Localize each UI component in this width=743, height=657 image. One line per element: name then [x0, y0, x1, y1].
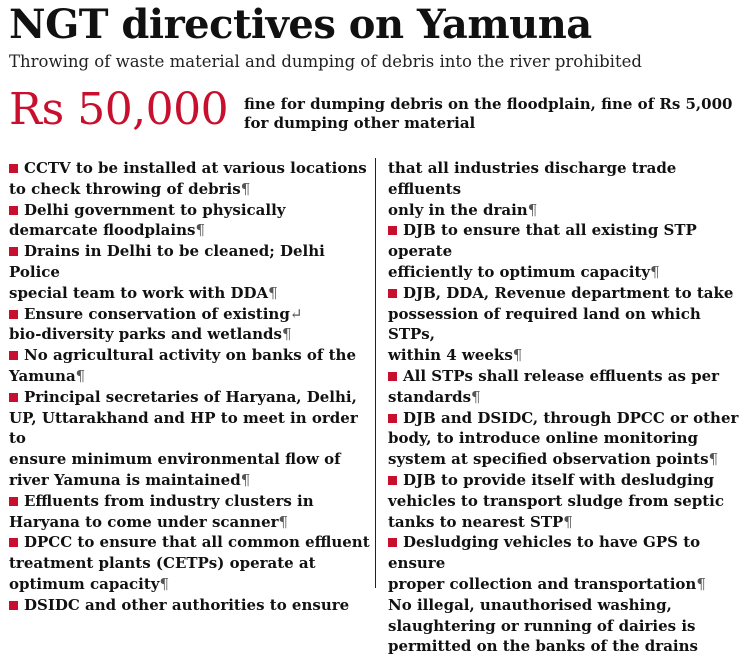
directive-text-line: efficiently to optimum capacity [388, 262, 651, 281]
page-subtitle: Throwing of waste material and dumping of debris into the river prohibited [9, 52, 642, 71]
directive-text-line: demarcate floodplains [9, 221, 196, 240]
pilcrow-icon: ¶ [240, 179, 251, 198]
red-bullet-icon [9, 393, 18, 402]
directive-text-line: Principal secretaries of Haryana, Delhi, [24, 387, 357, 406]
directive-text-line: special team to work with DDA [9, 283, 269, 302]
pilcrow-icon: ¶ [240, 470, 251, 489]
directive-text-line: Haryana to come under scanner [9, 512, 279, 531]
directive-text-line: Drains in Delhi to be cleaned; Delhi Police [9, 242, 325, 281]
fine-amount: Rs 50,000 [9, 84, 229, 135]
directive-text-line: UP, Uttarakhand and HP to meet in order to [9, 408, 358, 448]
directive-item [9, 304, 371, 346]
pilcrow-icon: ¶ [527, 200, 538, 219]
directive-item [9, 532, 371, 594]
directive-item [388, 408, 740, 470]
directive-text-line: slaughtering or running of dairies is [388, 616, 696, 635]
red-bullet-icon [9, 497, 18, 506]
directive-text-line: DJB to provide itself with desludging [403, 470, 715, 489]
red-bullet-icon [9, 538, 18, 547]
directive-text-line: system at specified observation points [388, 450, 709, 469]
directive-text-line: Delhi government to physically [24, 200, 286, 219]
directive-text-line: DJB, DDA, Revenue department to take [403, 283, 734, 302]
directive-text-line: body, to introduce online monitoring [388, 429, 698, 448]
directive-text-line: permitted on the banks of the drains [388, 637, 698, 656]
directive-text-line: DJB and DSIDC, through DPCC or other [403, 408, 739, 427]
red-bullet-icon [388, 226, 397, 235]
directive-item [388, 366, 740, 408]
directive-text-line: ensure minimum environmental flow of [9, 450, 341, 469]
directive-item [388, 220, 740, 282]
directive-text-line: DPCC to ensure that all common effluent [24, 533, 370, 552]
directive-item [388, 470, 740, 532]
directive-text-line: Yamuna [9, 366, 76, 385]
pilcrow-icon: ¶ [650, 262, 660, 281]
directive-item [9, 491, 371, 533]
pilcrow-icon: ¶ [159, 574, 170, 593]
directive-text-line: Desludging vehicles to have GPS to ensure [388, 533, 701, 573]
red-bullet-icon [9, 351, 18, 360]
directive-item [9, 241, 371, 303]
red-bullet-icon [388, 476, 397, 485]
directive-text-line: bio-diversity parks and wetlands [9, 325, 282, 344]
directive-text-line: only in the drain [388, 200, 528, 219]
red-bullet-icon [388, 372, 397, 381]
directive-text-line: No illegal, unauthorised washing, [388, 595, 672, 614]
fine-description: fine for dumping debris on the floodplain, fine of Rs 5,000 for dumping other material [244, 95, 733, 132]
pilcrow-icon: ¶ [563, 512, 573, 531]
directive-text-line: to check throwing of debris [9, 179, 241, 198]
pilcrow-icon: ¶ [708, 450, 719, 469]
red-bullet-icon [9, 310, 18, 319]
directive-item [388, 532, 740, 594]
directive-item [388, 158, 740, 220]
pilcrow-icon: ¶ [512, 346, 523, 365]
pilcrow-icon: ¶ [278, 512, 289, 531]
directive-text-line: river Yamuna is maintained [9, 470, 241, 489]
directive-text-line: Effluents from industry clusters in [24, 491, 314, 510]
pilcrow-icon: ¶ [696, 574, 706, 593]
red-bullet-icon [388, 414, 397, 423]
pilcrow-icon: ¶ [471, 387, 481, 406]
directive-text-line: optimum capacity [9, 574, 160, 593]
directive-item [9, 200, 371, 242]
red-bullet-icon [9, 601, 18, 610]
directive-text-line: tanks to nearest STP [388, 512, 564, 531]
directives-left-column [9, 158, 371, 616]
red-bullet-icon [388, 538, 397, 547]
directive-item [388, 595, 740, 657]
pilcrow-icon: ¶ [75, 366, 86, 385]
directive-text-line: proper collection and transportation [388, 574, 697, 593]
column-divider [375, 158, 376, 588]
directives-right-column [388, 158, 740, 657]
directive-text-line: Ensure conservation of existing [24, 304, 290, 323]
line-break-icon: ↵ [289, 304, 303, 323]
directive-item [9, 158, 371, 200]
pilcrow-icon: ¶ [195, 221, 205, 240]
pilcrow-icon: ¶ [281, 325, 292, 344]
directive-item [9, 345, 371, 387]
directive-text-line: vehicles to transport sludge from septic [388, 491, 724, 510]
directive-text-line: No agricultural activity on banks of the [24, 346, 356, 365]
directive-text-line: standards [388, 387, 472, 406]
directive-text-line: within 4 weeks [388, 346, 513, 365]
red-bullet-icon [9, 247, 18, 256]
directive-text-line: DJB to ensure that all existing STP operate [388, 221, 697, 261]
red-bullet-icon [9, 164, 18, 173]
page-title: NGT directives on Yamuna [9, 1, 592, 48]
directive-text-line: CCTV to be installed at various locations [24, 159, 367, 177]
red-bullet-icon [388, 289, 397, 298]
directive-text-line: possession of required land on which STPs, [388, 304, 701, 344]
red-bullet-icon [9, 206, 18, 215]
directive-text-line: treatment plants (CETPs) operate at [9, 554, 316, 573]
pilcrow-icon: ¶ [268, 283, 278, 302]
directive-text-line: DSIDC and other authorities to ensure [24, 595, 350, 614]
directive-item [9, 387, 371, 491]
directive-item [388, 283, 740, 366]
directive-text-line: All STPs shall release effluents as per [403, 366, 720, 385]
directive-text-line: that all industries discharge trade effluents [388, 159, 677, 198]
